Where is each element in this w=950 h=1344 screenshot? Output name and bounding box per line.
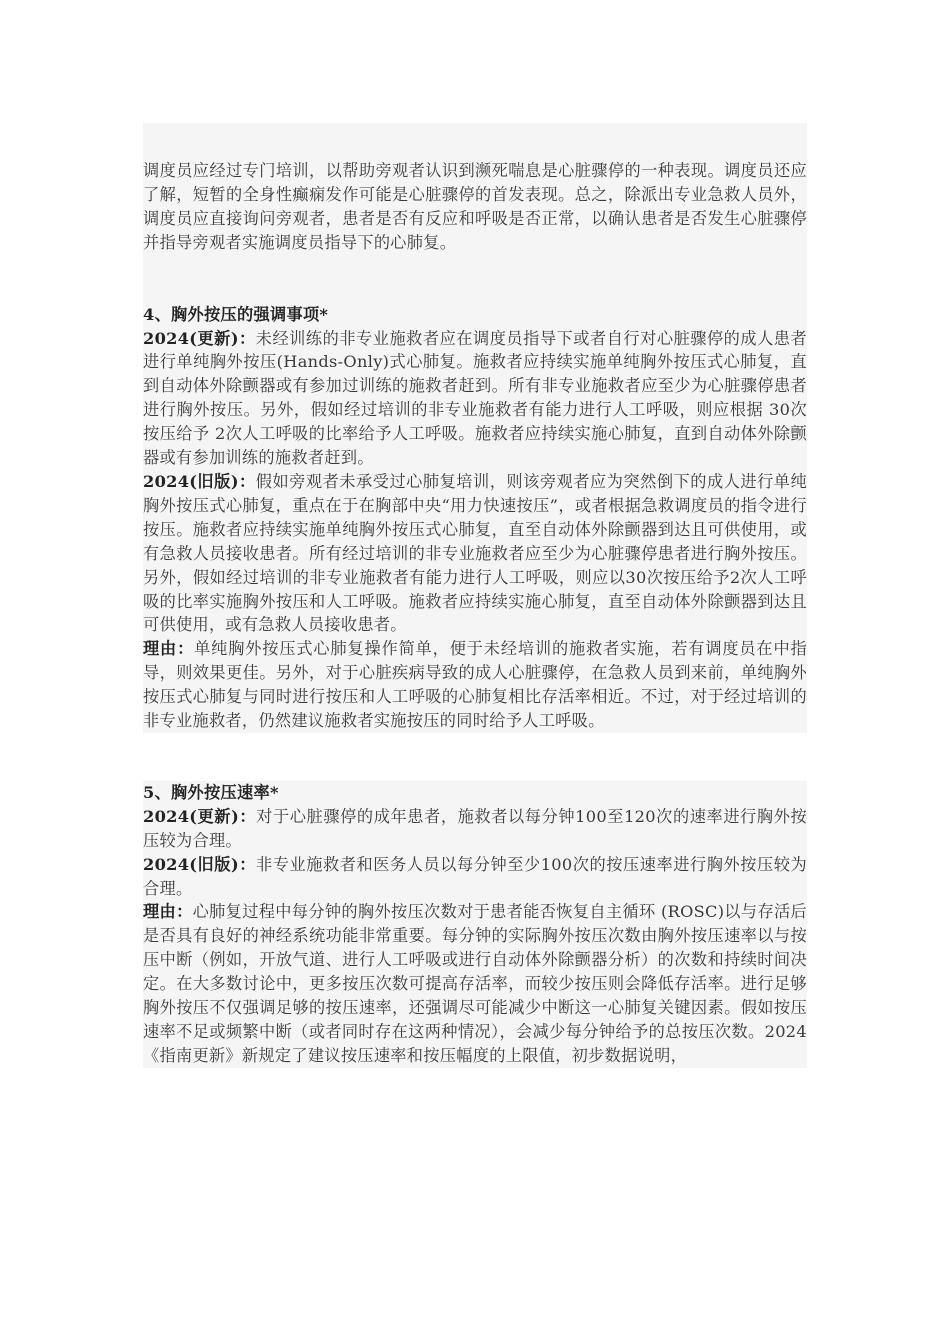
old-paragraph — [143, 853, 807, 901]
reason-text: 单纯胸外按压式心肺复操作简单，便于未经培训的施救者实施，若有调度员在中指导，则效果更佳。另外，对于心脏疾病导致的成人心脏骤停，在急救人员到来前，单纯胸外按压式心肺复与同时进行按压和人工呼吸的心肺复相比存活率相近。不过，对于经过培训的非专业施救者，仍然建议施救者实施按压的同时给予人工呼吸。 — [143, 639, 807, 731]
section-5 — [143, 781, 807, 1068]
update-label: 2024(更新)： — [143, 806, 257, 826]
spacer — [143, 255, 807, 303]
intro-block — [143, 123, 807, 303]
update-label: 2024(更新)： — [143, 328, 256, 348]
update-paragraph — [143, 805, 807, 853]
old-text: 非专业施救者和医务人员以每分钟至少100次的按压速率进行胸外按压较为合理。 — [143, 854, 807, 898]
old-paragraph — [143, 470, 807, 637]
document-body — [143, 123, 807, 1068]
old-label: 2024(旧版)： — [143, 471, 256, 491]
update-paragraph — [143, 327, 807, 470]
old-text: 假如旁观者未承受过心肺复培训，则该旁观者应为突然倒下的成人进行单纯胸外按压式心肺复，重点在于在胸部中央“用力快速按压”，或者根据急救调度员的指令进行按压。施救者应持续实施单纯胸外按压式心肺复，直至自动体外除颤器到达且可供使用，或有急救人员接收患者。所有经过培训的非专业施救者应至少为心脏骤停患者进行胸外按压。另外，假如经过培训的非专业施救者有能力进行人工呼吸，则应以30次按压给予2次人工呼吸的比率实施胸外按压和人工呼吸。施救者应持续实施心肺复，直至自动体外除颤器到达且可供使用，或有急救人员接收患者。 — [143, 471, 807, 635]
intro-paragraph: 调度员应经过专门培训，以帮助旁观者认识到濒死喘息是心脏骤停的一种表现。调度员还应了解，短暂的全身性癫痫发作可能是心脏骤停的首发表现。总之，除派出专业急救人员外，调度员应直接询问旁观者，患者是否有反应和呼吸是否正常，以确认患者是否发生心脏骤停并指导旁观者实施调度员指导下的心肺复。 — [143, 161, 807, 252]
reason-paragraph — [143, 900, 807, 1067]
update-text: 对于心脏骤停的成年患者，施救者以每分钟100至120次的速率进行胸外按压较为合理。 — [143, 806, 807, 850]
reason-text: 心肺复过程中每分钟的胸外按压次数对于患者能否恢复自主循环 (ROSC)以与存活后是否具有良好的神经系统功能非常重要。每分钟的实际胸外按压次数由胸外按压速率以与按压中断（例如，开放气道、进行人工呼吸或进行自动体外除颤器分析）的次数和持续时间决定。在大多数讨论中，更多按压次数可提高存活率，而较少按压则会降低存活率。进行足够胸外按压不仅强调足够的按压速率，还强调尽可能减少中断这一心肺复关键因素。假如按压速率不足或频繁中断（或者同时存在这两种情况），会减少每分钟给予的总按压次数。2024《指南更新》新规定了建议按压速率和按压幅度的上限值，初步数据说明， — [143, 902, 807, 1065]
old-label: 2024(旧版)： — [143, 854, 256, 874]
reason-paragraph — [143, 637, 807, 733]
reason-label: 理由： — [143, 902, 193, 922]
spacer — [143, 733, 807, 781]
update-text: 未经训练的非专业施救者应在调度员指导下或者自行对心脏骤停的成人患者进行单纯胸外按压(Hands-Only)式心肺复。施救者应持续实施单纯胸外按压式心肺复，直到自动体外除颤器或有参加过训练的施救者赶到。所有非专业施救者应至少为心脏骤停患者进行胸外按压。另外，假如经过培训的非专业施救者有能力进行人工呼吸，则应根据 30次按压给予 2次人工呼吸的比率给予人工呼吸。施救者应持续实施心肺复，直到自动体外除颤器或有参加训练的施救者赶到。 — [143, 328, 807, 468]
section-heading: 4、胸外按压的强调事项* — [143, 304, 329, 324]
section-heading: 5、胸外按压速率* — [143, 782, 279, 802]
section-4 — [143, 303, 807, 733]
reason-label: 理由： — [143, 639, 195, 659]
